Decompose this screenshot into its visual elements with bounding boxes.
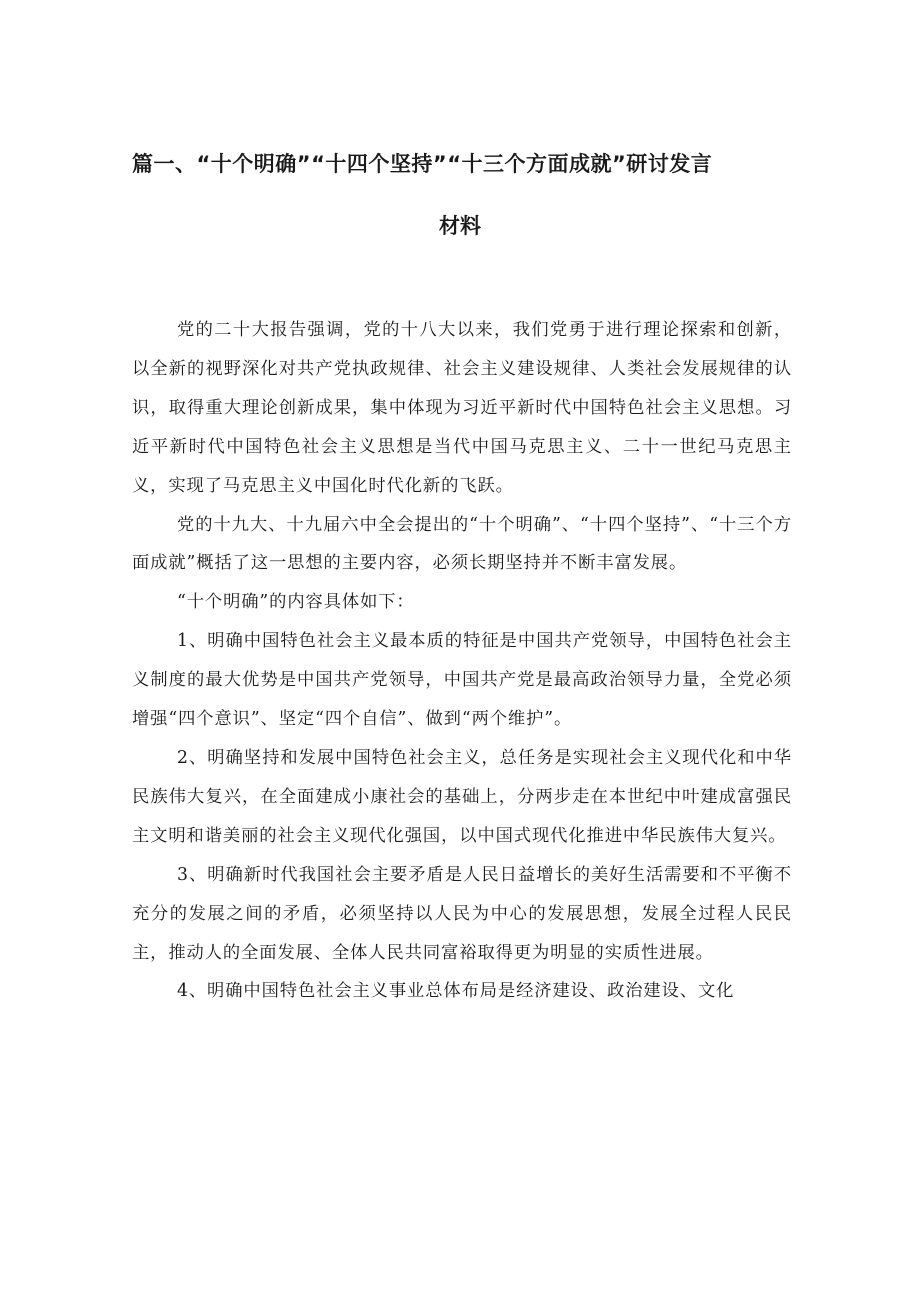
paragraph-intro: 党的二十大报告强调，党的十八大以来，我们党勇于进行理论探索和创新，以全新的视野深化对共产党执政规律、社会主义建设规律、人类社会发展规律的认识，取得重大理论创新成果，集中体现为习近平新时代中国特色社会主义思想。习近平新时代中国特色社会主义思想是当代中国马克思主义、二十一世纪马克思主义，实现了马克思主义中国化时代化新的飞跃。 (132, 320, 792, 496)
document-body (132, 311, 792, 1011)
paragraph-item-2: 2、明确坚持和发展中国特色社会主义，总任务是实现社会主义现代化和中华民族伟大复兴，在全面建成小康社会的基础上，分两步走在本世纪中叶建成富强民主文明和谐美丽的社会主义现代化强国，以中国式现代化推进中华民族伟大复兴。 (132, 747, 792, 846)
paragraph-summary: 党的十九大、十九届六中全会提出的“十个明确”、“十四个坚持”、“十三个方面成就”概括了这一思想的主要内容，必须长期坚持并不断丰富发展。 (132, 514, 792, 574)
paragraph-list-heading: “十个明确”的内容具体如下： (176, 592, 415, 613)
paragraph-item-3: 3、明确新时代我国社会主要矛盾是人民日益增长的美好生活需要和不平衡不充分的发展之间的矛盾，必须坚持以人民为中心的发展思想，发展全过程人民民主，推动人的全面发展、全体人民共同富裕取得更为明显的实质性进展。 (132, 864, 792, 963)
paragraph-item-4: 4、明确中国特色社会主义事业总体布局是经济建设、政治建设、文化 (176, 981, 735, 1002)
document-title-continued: 材料 (439, 214, 481, 238)
paragraph-item-1: 1、明确中国特色社会主义最本质的特征是中国共产党领导，中国特色社会主义制度的最大优势是中国共产党领导，中国共产党是最高政治领导力量，全党必须增强“四个意识”、坚定“四个自信”、做到“两个维护”。 (132, 631, 792, 730)
document-title: 篇一、“十个明确”“十四个坚持”“十三个方面成就”研讨发言 (132, 152, 713, 176)
